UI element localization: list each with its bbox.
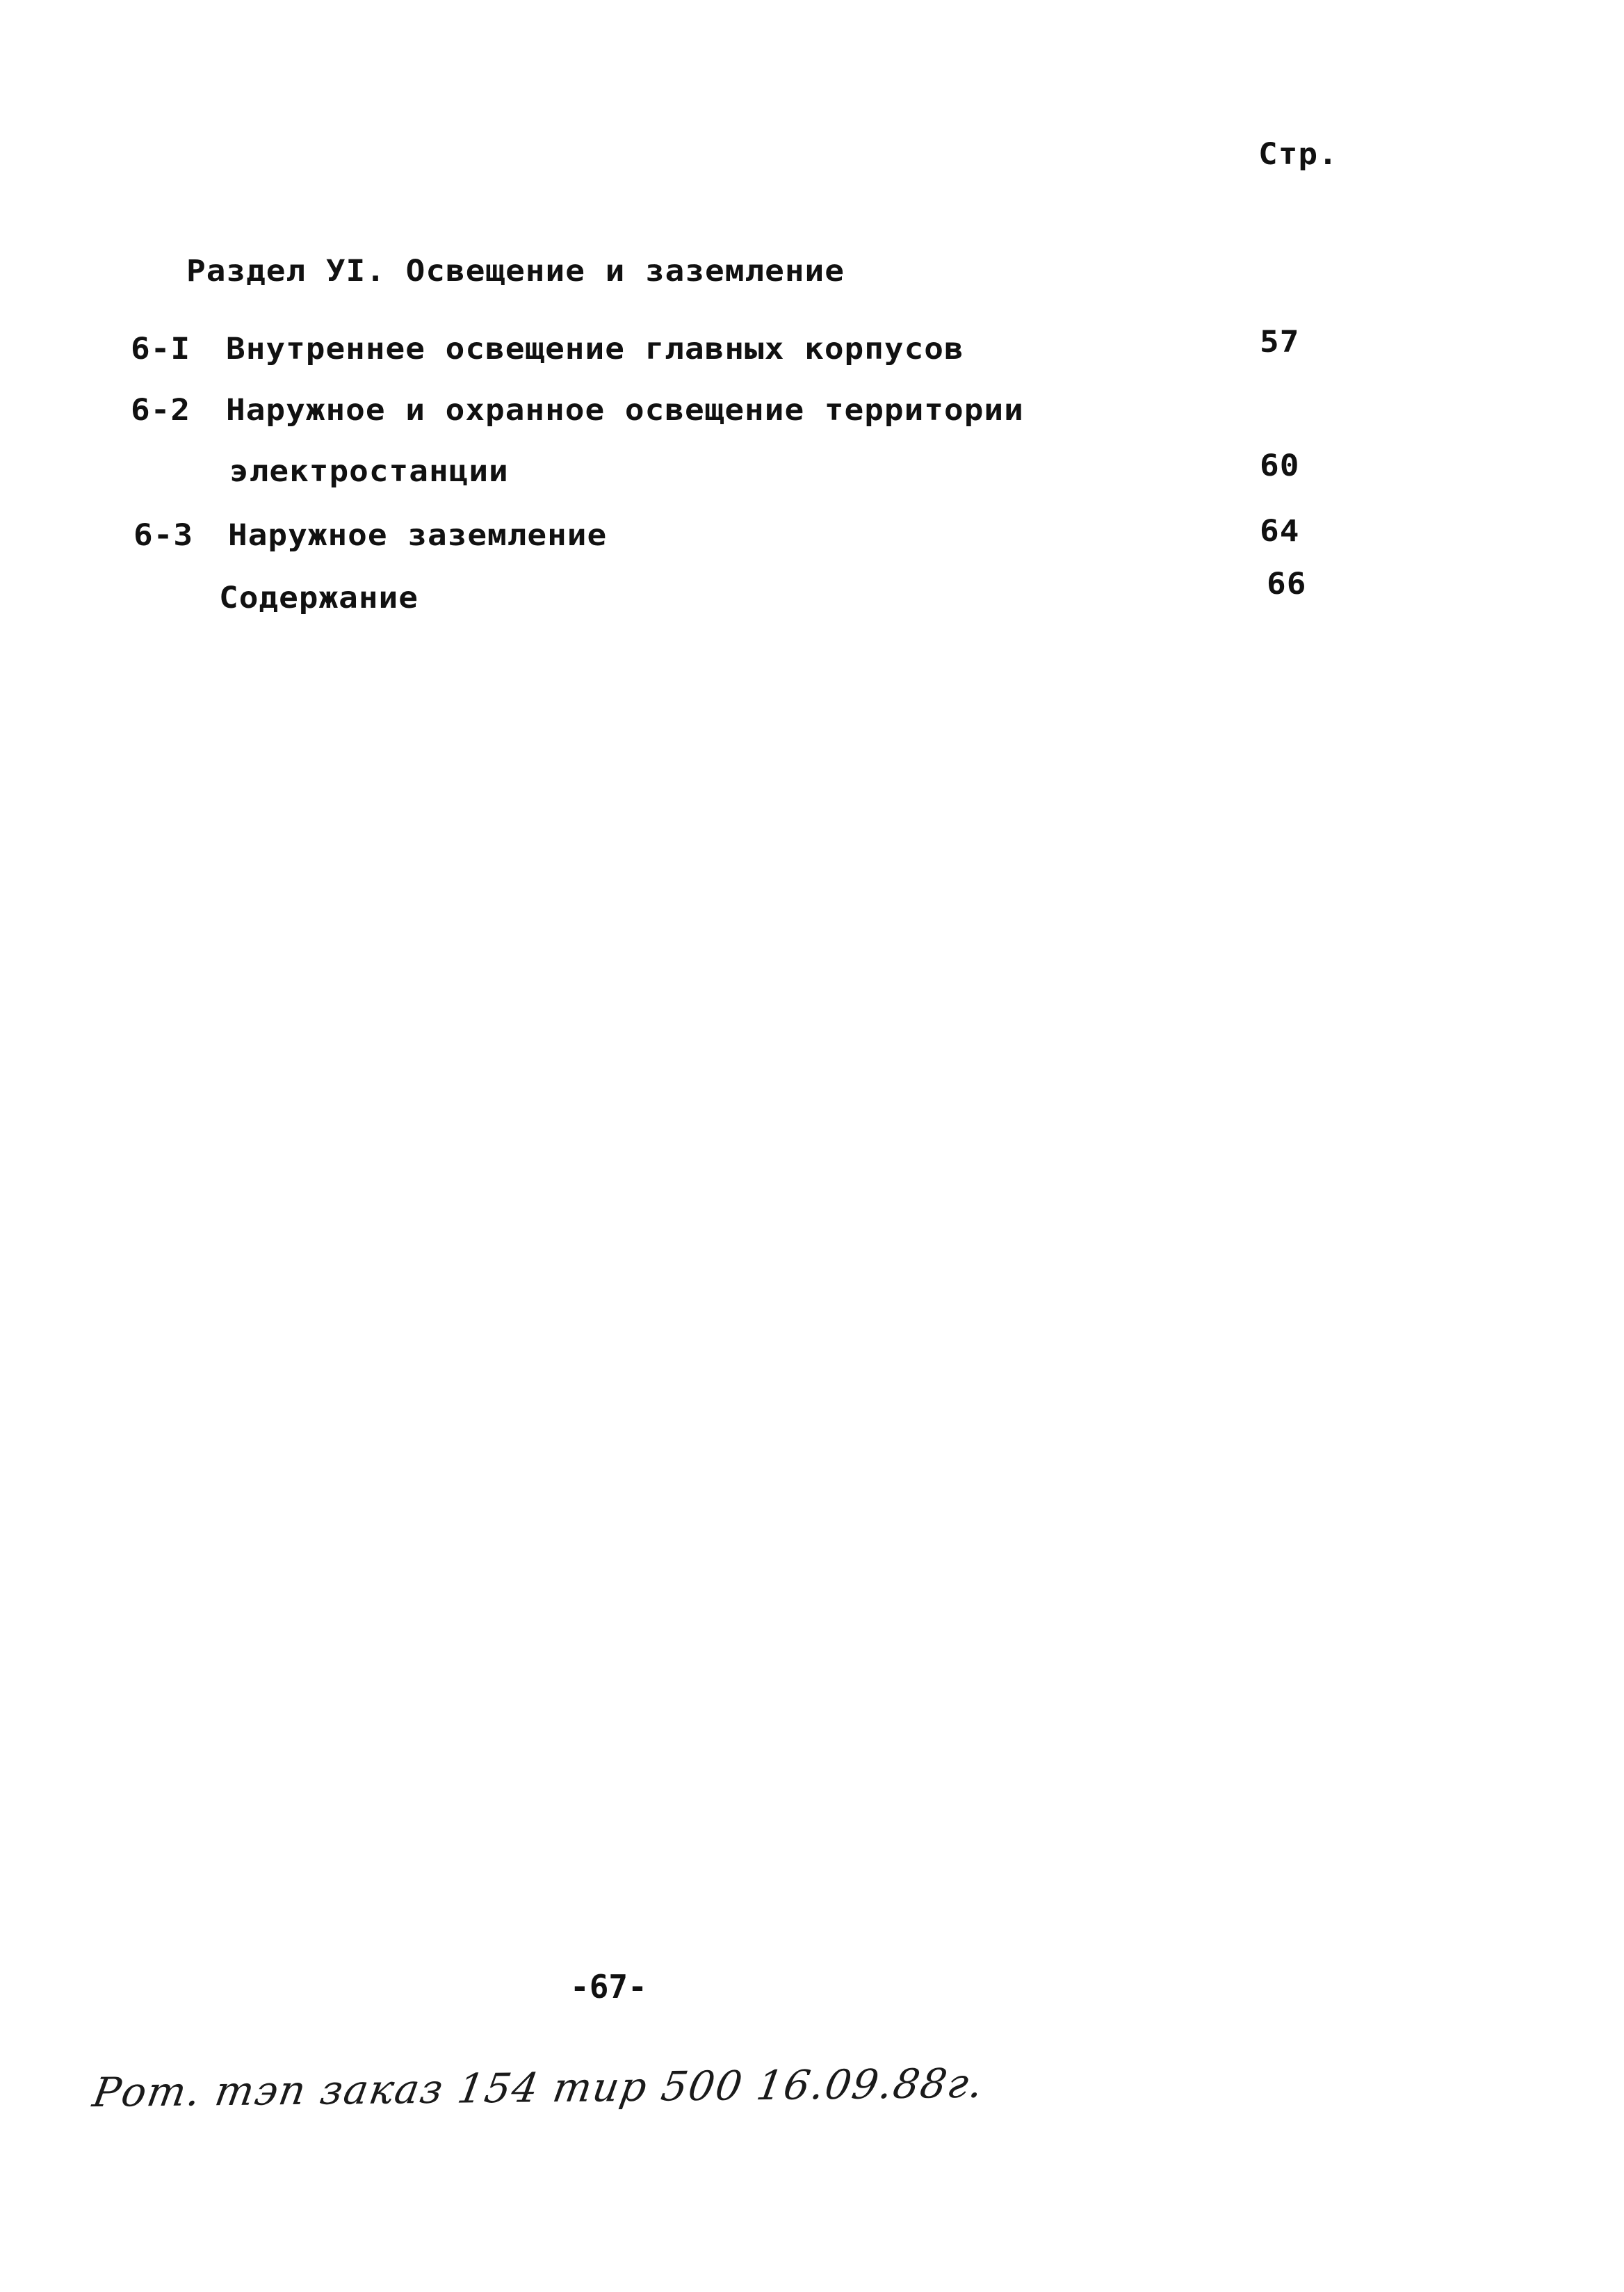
entry-title: Наружное заземление (228, 517, 608, 552)
entry-page: 57 (1260, 324, 1300, 359)
entry-page: 64 (1260, 513, 1300, 548)
entry-title: Наружное и охранное освещение территории (226, 392, 1024, 427)
entry-number: 6-I (131, 331, 191, 366)
entry-title: Содержание (219, 580, 419, 615)
section-title: Раздел УI. Освещение и заземление (186, 253, 845, 288)
entry-number: 6-2 (131, 392, 191, 427)
page-number: -67- (570, 1968, 647, 2006)
entry-number: 6-3 (133, 517, 194, 552)
entry-title: Внутреннее освещение главных корпусов (226, 331, 964, 366)
entry-title-continuation: электростанции (229, 453, 509, 488)
entry-page: 60 (1260, 448, 1300, 483)
entry-page: 66 (1267, 566, 1307, 601)
handwritten-imprint-note: Рот. тэп заказ 154 тир 500 16.09.88г. (89, 2059, 988, 2117)
page-column-header: Стр. (1258, 136, 1338, 171)
